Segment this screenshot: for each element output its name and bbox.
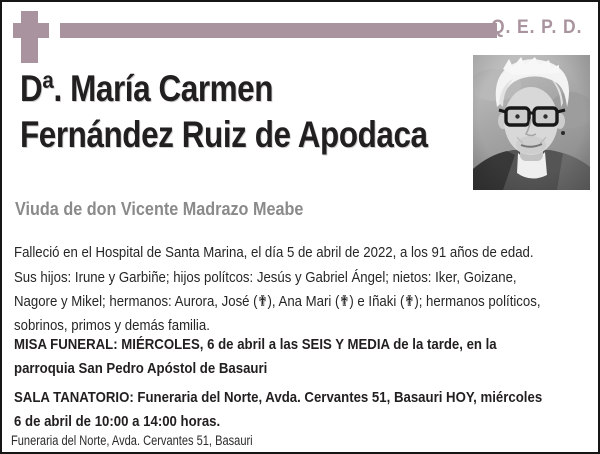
funeral-mass-paragraph [14, 333, 497, 381]
family-paragraph [14, 266, 541, 338]
portrait-photo-image [473, 55, 590, 190]
funeral-mass-line: MISA FUNERAL: MIÉRCOLES, 6 de abril a las SEIS Y MEDIA de la tarde, en la [14, 336, 497, 353]
portrait-photo [473, 55, 590, 190]
death-notice-paragraph [14, 241, 534, 265]
deceased-name-line2: Fernández Ruiz de Apodaca [20, 114, 428, 155]
funeral-mass-line: parroquia San Pedro Apóstol de Basauri [14, 360, 268, 377]
header-rule [60, 23, 497, 38]
deceased-name-line1: Dª. María Carmen [20, 68, 274, 109]
family-line: Sus hijos: Irune y Garbiñe; hijos polítcos: Jesús y Gabriel Ángel; nietos: Iker, Goizane, [14, 269, 517, 286]
latin-cross-icon [13, 23, 49, 38]
tanatorio-paragraph [14, 386, 542, 434]
death-notice-line: Falleció en el Hospital de Santa Marina, el día 5 de abril de 2022, a los 91 años de edad. [14, 244, 534, 261]
deceased-name [20, 66, 428, 158]
family-line: sobrinos, primos y demás familia. [14, 317, 210, 334]
qepd-label: Q. E. P. D. [490, 17, 582, 38]
family-line: Nagore y Mikel; hermanos: Aurora, José (✟), Ana Mari (✟) e Iñaki (✟); hermanos políticos, [14, 293, 541, 310]
funeral-home-footer: Funeraria del Norte, Avda. Cervantes 51, Basauri [11, 433, 253, 448]
tanatorio-line: SALA TANATORIO: Funeraria del Norte, Avda. Cervantes 51, Basauri HOY, miércoles [14, 389, 543, 406]
tanatorio-line: 6 de abril de 10:00 a 14:00 horas. [14, 413, 221, 430]
relation-subtitle: Viuda de don Vicente Madrazo Meabe [15, 199, 304, 219]
